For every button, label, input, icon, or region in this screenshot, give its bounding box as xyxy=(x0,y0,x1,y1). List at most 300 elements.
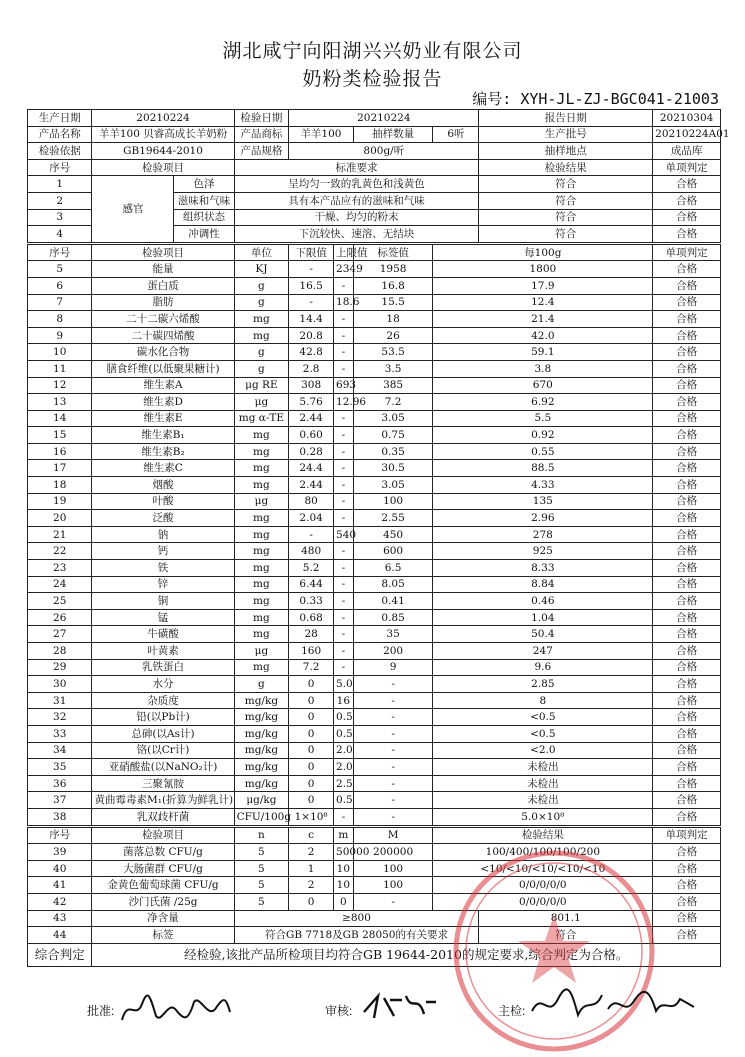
table-cell: 2.44 xyxy=(289,477,334,494)
micro-row xyxy=(28,860,721,877)
table-cell: 59.1 xyxy=(433,344,653,361)
column-header: 序号 xyxy=(28,826,92,844)
nutrient-row xyxy=(28,626,721,643)
table-cell: 合格 xyxy=(653,526,721,543)
table-cell: 二十二碳六烯酸 xyxy=(92,311,234,328)
table-cell: 铜 xyxy=(92,593,234,610)
table-cell: - xyxy=(353,676,433,693)
table-cell: 3.05 xyxy=(353,477,433,494)
table-cell: 28 xyxy=(28,643,92,660)
column-header: m xyxy=(334,826,354,844)
table-cell: 27 xyxy=(28,626,92,643)
table-cell: 0.41 xyxy=(353,593,433,610)
table-cell: - xyxy=(334,808,354,826)
table-cell: 合格 xyxy=(653,460,721,477)
nutrient-row xyxy=(28,709,721,726)
table-cell: 0.5 xyxy=(334,725,354,742)
column-header: c xyxy=(289,826,334,844)
table-cell: 53.5 xyxy=(353,344,433,361)
table-cell: 16.8 xyxy=(353,277,433,294)
table-cell: 下沉较快、速溶、无结块 xyxy=(234,226,479,244)
table-cell: 308 xyxy=(289,377,334,394)
table-cell: 3.5 xyxy=(353,360,433,377)
table-cell: 26 xyxy=(353,327,433,344)
table-cell: 20 xyxy=(28,510,92,527)
nutrient-row xyxy=(28,277,721,294)
info-label: 报告日期 xyxy=(479,110,653,127)
table-cell: 2.44 xyxy=(289,410,334,427)
table-cell: 合格 xyxy=(653,927,721,944)
table-cell: 具有本产品应有的滋味和气味 xyxy=(234,192,479,209)
table-cell: 合格 xyxy=(653,659,721,676)
review-label: 审核: xyxy=(325,1004,353,1018)
table-cell: 600 xyxy=(353,543,433,560)
table-cell: mg xyxy=(234,443,289,460)
table-cell: 17 xyxy=(28,460,92,477)
table-cell: 4 xyxy=(28,226,92,244)
conclusion-text: 经检验,该批产品所检项目均符合GB 19644-2010的规定要求,综合判定为合格。 xyxy=(92,943,721,966)
table-cell: 34 xyxy=(28,742,92,759)
table-cell: CFU/100g xyxy=(234,808,289,826)
table-cell: 18 xyxy=(353,311,433,328)
report-title: 奶粉类检验报告 xyxy=(302,68,443,90)
conclusion-label: 综合判定 xyxy=(28,943,92,966)
table-cell: 合格 xyxy=(653,344,721,361)
table-cell: - xyxy=(334,410,354,427)
table-cell: - xyxy=(334,327,354,344)
table-cell: 标签 xyxy=(92,927,234,944)
table-cell: 2.5 xyxy=(334,775,354,792)
table-cell: 0 xyxy=(289,792,334,809)
table-cell: 11 xyxy=(28,360,92,377)
table-cell: 15 xyxy=(28,427,92,444)
table-cell: 540 xyxy=(334,526,354,543)
table-cell: 12.4 xyxy=(433,294,653,311)
table-cell: 16.5 xyxy=(289,277,334,294)
column-header: 单项判定 xyxy=(653,243,721,261)
info-label: 生产日期 xyxy=(28,110,92,127)
table-cell: 0 xyxy=(289,759,334,776)
table-cell: 钠 xyxy=(92,526,234,543)
table-cell: 杂质度 xyxy=(92,692,234,709)
table-cell: 0.55 xyxy=(433,443,653,460)
table-cell: - xyxy=(353,692,433,709)
table-cell: 42.0 xyxy=(433,327,653,344)
info-value: 20210224 xyxy=(289,110,479,127)
nutrient-row xyxy=(28,311,721,328)
table-cell: 合格 xyxy=(653,759,721,776)
table-cell: 脂肪 xyxy=(92,294,234,311)
info-value: 20210224 xyxy=(92,110,234,127)
table-cell: mg xyxy=(234,576,289,593)
table-cell: 冲调性 xyxy=(174,226,234,244)
table-cell: 385 xyxy=(353,377,433,394)
column-header: 序号 xyxy=(28,243,92,261)
nutrient-row xyxy=(28,394,721,411)
table-cell: 合格 xyxy=(653,560,721,577)
column-header: 检验结果 xyxy=(433,826,653,844)
table-cell: mg xyxy=(234,311,289,328)
table-cell: 二十碳四烯酸 xyxy=(92,327,234,344)
column-header: n xyxy=(234,826,289,844)
table-cell: μg xyxy=(234,394,289,411)
table-cell: - xyxy=(334,643,354,660)
table-cell: 5 xyxy=(234,860,289,877)
column-header: 标准要求 xyxy=(234,159,479,176)
table-cell: 2.0 xyxy=(334,742,354,759)
table-cell: mg/kg xyxy=(234,709,289,726)
table-cell: 44 xyxy=(28,927,92,944)
nutrient-row xyxy=(28,560,721,577)
table-cell: 合格 xyxy=(653,775,721,792)
table-cell: 水分 xyxy=(92,676,234,693)
table-cell: 膳食纤维(以低聚果糖计) xyxy=(92,360,234,377)
column-header: M xyxy=(353,826,433,844)
table-cell: 乳双歧杆菌 xyxy=(92,808,234,826)
table-cell: 18.6 xyxy=(334,294,354,311)
table-cell: mg/kg xyxy=(234,725,289,742)
nutrient-row xyxy=(28,759,721,776)
table-cell: 19 xyxy=(28,493,92,510)
table-cell: 0.92 xyxy=(433,427,653,444)
table-cell: 23 xyxy=(28,560,92,577)
table-cell: 0.28 xyxy=(289,443,334,460)
table-cell: 泛酸 xyxy=(92,510,234,527)
micro-header xyxy=(28,826,721,844)
nutrient-row xyxy=(28,294,721,311)
table-cell: μg xyxy=(234,643,289,660)
nutrient-row xyxy=(28,792,721,809)
table-cell: 14 xyxy=(28,410,92,427)
table-cell: 1958 xyxy=(353,261,433,278)
table-cell: 0.68 xyxy=(289,609,334,626)
table-cell: 22 xyxy=(28,543,92,560)
table-cell: 42.8 xyxy=(289,344,334,361)
table-cell: 合格 xyxy=(653,192,721,209)
nutrient-row xyxy=(28,775,721,792)
table-cell: 5.76 xyxy=(289,394,334,411)
table-cell: 符合 xyxy=(479,176,653,193)
nutrient-row xyxy=(28,344,721,361)
table-cell: μg/kg xyxy=(234,792,289,809)
info-row xyxy=(28,126,721,143)
table-cell: 合格 xyxy=(653,808,721,826)
table-cell: 0.33 xyxy=(289,593,334,610)
table-cell: 未检出 xyxy=(433,759,653,776)
info-label: 产品名称 xyxy=(28,126,92,143)
table-cell: 合格 xyxy=(653,327,721,344)
nutrient-row xyxy=(28,510,721,527)
table-cell: 铁 xyxy=(92,560,234,577)
table-cell: <0.5 xyxy=(433,709,653,726)
table-cell: 26 xyxy=(28,609,92,626)
table-cell: - xyxy=(334,360,354,377)
table-cell: 2 xyxy=(289,877,334,894)
column-header: 检验结果 xyxy=(479,159,653,176)
table-cell: 合格 xyxy=(653,877,721,894)
table-cell: 合格 xyxy=(653,692,721,709)
column-header: 上限值 xyxy=(334,243,354,261)
table-cell: 2 xyxy=(289,844,334,861)
table-cell: - xyxy=(289,261,334,278)
table-cell: - xyxy=(334,311,354,328)
table-cell: 合格 xyxy=(653,643,721,660)
table-cell: 2.85 xyxy=(433,676,653,693)
table-cell: mg α-TE xyxy=(234,410,289,427)
table-cell: 2.55 xyxy=(353,510,433,527)
info-label: 产品商标 xyxy=(234,126,289,143)
table-cell: 干燥、均匀的粉末 xyxy=(234,209,479,226)
table-cell: 88.5 xyxy=(433,460,653,477)
table-cell: 3.05 xyxy=(353,410,433,427)
table-cell: 菌落总数 CFU/g xyxy=(92,844,234,861)
table-cell: 35 xyxy=(353,626,433,643)
table-cell: 5.2 xyxy=(289,560,334,577)
table-cell: 30 xyxy=(28,676,92,693)
table-cell: 135 xyxy=(433,493,653,510)
table-cell: g xyxy=(234,277,289,294)
table-cell: - xyxy=(334,576,354,593)
table-cell: 合格 xyxy=(653,477,721,494)
info-value: 羊羊100 贝睿高成长羊奶粉 xyxy=(92,126,234,143)
info-value: 20210224A01 xyxy=(653,126,721,143)
table-cell: mg xyxy=(234,593,289,610)
table-cell: mg xyxy=(234,659,289,676)
table-cell: - xyxy=(353,725,433,742)
table-cell: 合格 xyxy=(653,493,721,510)
table-cell: 能量 xyxy=(92,261,234,278)
table-cell: 5.0 xyxy=(334,676,354,693)
table-cell: - xyxy=(334,659,354,676)
table-cell: 33 xyxy=(28,725,92,742)
nutrient-row xyxy=(28,742,721,759)
table-cell: 合格 xyxy=(653,626,721,643)
table-cell: g xyxy=(234,676,289,693)
table-cell: 呈均匀一致的乳黄色和浅黄色 xyxy=(234,176,479,193)
table-cell: mg xyxy=(234,609,289,626)
table-cell: 合格 xyxy=(653,311,721,328)
table-cell: 6.44 xyxy=(289,576,334,593)
column-header: 下限值 xyxy=(289,243,334,261)
table-cell: 18 xyxy=(28,477,92,494)
table-cell: 28 xyxy=(289,626,334,643)
info-label: 检验依据 xyxy=(28,143,92,160)
conclusion-row xyxy=(28,943,721,966)
micro-row xyxy=(28,877,721,894)
net-row xyxy=(28,910,721,927)
table-cell: 1800 xyxy=(433,261,653,278)
nutrient-row xyxy=(28,725,721,742)
table-cell: mg xyxy=(234,477,289,494)
table-cell: 三聚氰胺 xyxy=(92,775,234,792)
table-cell: 4.33 xyxy=(433,477,653,494)
table-cell: 100 xyxy=(353,493,433,510)
table-cell: 0.5 xyxy=(334,709,354,726)
nutrient-row xyxy=(28,643,721,660)
table-cell: 0 xyxy=(289,676,334,693)
table-cell: 7.2 xyxy=(353,394,433,411)
table-cell: 合格 xyxy=(653,394,721,411)
table-cell: 锰 xyxy=(92,609,234,626)
table-cell: 合格 xyxy=(653,277,721,294)
table-cell: 未检出 xyxy=(433,775,653,792)
info-label: 生产批号 xyxy=(479,126,653,143)
column-header: 检验项目 xyxy=(92,159,234,176)
table-cell: 8.33 xyxy=(433,560,653,577)
table-cell: - xyxy=(334,344,354,361)
table-cell: 铬(以Cr计) xyxy=(92,742,234,759)
table-cell: 5 xyxy=(234,877,289,894)
nutrient-header xyxy=(28,243,721,261)
table-cell: 钙 xyxy=(92,543,234,560)
review-signature xyxy=(360,988,440,1024)
info-value: 羊羊100 xyxy=(289,126,353,143)
table-cell: 合格 xyxy=(653,609,721,626)
table-cell: 50.4 xyxy=(433,626,653,643)
table-cell: 6.92 xyxy=(433,394,653,411)
table-cell: 8 xyxy=(433,692,653,709)
table-cell: mg/kg xyxy=(234,775,289,792)
table-cell: 43 xyxy=(28,910,92,927)
table-cell: 21 xyxy=(28,526,92,543)
micro-row xyxy=(28,844,721,861)
table-cell: 200000 xyxy=(353,844,433,861)
table-cell: 符合 xyxy=(479,209,653,226)
tester-signature xyxy=(528,985,698,1025)
table-cell: 2.04 xyxy=(289,510,334,527)
table-cell: 6.5 xyxy=(353,560,433,577)
table-cell: 1 xyxy=(289,860,334,877)
info-value: 20210304 xyxy=(653,110,721,127)
table-cell: 符合 xyxy=(479,192,653,209)
table-cell: 12 xyxy=(28,377,92,394)
column-header: 检验项目 xyxy=(92,826,234,844)
table-cell: mg xyxy=(234,560,289,577)
table-cell: 组织状态 xyxy=(174,209,234,226)
nutrient-row xyxy=(28,427,721,444)
table-cell: 30.5 xyxy=(353,460,433,477)
table-cell: 亚硝酸盐(以NaNO₂计) xyxy=(92,759,234,776)
report-table xyxy=(27,109,730,967)
nutrient-row xyxy=(28,493,721,510)
table-cell: 合格 xyxy=(653,742,721,759)
table-cell: mg/kg xyxy=(234,692,289,709)
table-cell: 合格 xyxy=(653,427,721,444)
nutrient-row xyxy=(28,360,721,377)
table-cell: 合格 xyxy=(653,226,721,244)
nutrient-row xyxy=(28,377,721,394)
table-cell: 维生素C xyxy=(92,460,234,477)
table-cell: 1 xyxy=(28,176,92,193)
nutrient-row xyxy=(28,676,721,693)
table-cell: mg xyxy=(234,543,289,560)
table-cell: - xyxy=(353,792,433,809)
table-cell: 5.0×10⁸ xyxy=(433,808,653,826)
table-cell: 8.05 xyxy=(353,576,433,593)
column-header: 序号 xyxy=(28,159,92,176)
table-cell: 合格 xyxy=(653,792,721,809)
table-cell: 21.4 xyxy=(433,311,653,328)
table-cell: 2349 xyxy=(334,261,354,278)
table-cell: μg xyxy=(234,493,289,510)
table-cell: 0 xyxy=(289,709,334,726)
info-label: 产品规格 xyxy=(234,143,289,160)
table-cell: 2 xyxy=(28,192,92,209)
table-cell: 符合 xyxy=(479,226,653,244)
table-cell: - xyxy=(334,510,354,527)
table-cell: 9 xyxy=(28,327,92,344)
table-cell: 合格 xyxy=(653,676,721,693)
table-cell: 合格 xyxy=(653,910,721,927)
table-cell: 合格 xyxy=(653,377,721,394)
nutrient-row xyxy=(28,659,721,676)
table-cell: 6 xyxy=(28,277,92,294)
column-header: 单位 xyxy=(234,243,289,261)
table-cell: 0 xyxy=(289,692,334,709)
table-cell: 10 xyxy=(334,877,354,894)
table-cell: 100 xyxy=(353,877,433,894)
report-serial: 编号: XYH-JL-ZJ-BGC041-21003 xyxy=(472,90,719,108)
table-cell: 合格 xyxy=(653,543,721,560)
table-cell: 31 xyxy=(28,692,92,709)
info-value: GB19644-2010 xyxy=(92,143,234,160)
table-cell: 14.4 xyxy=(289,311,334,328)
table-cell: mg xyxy=(234,510,289,527)
table-cell: 碳水化合物 xyxy=(92,344,234,361)
table-cell: 5 xyxy=(28,261,92,278)
table-cell: 9 xyxy=(353,659,433,676)
table-cell: 3.8 xyxy=(433,360,653,377)
table-cell: 合格 xyxy=(653,576,721,593)
table-cell: 80 xyxy=(289,493,334,510)
table-cell: 32 xyxy=(28,709,92,726)
table-cell: KJ xyxy=(234,261,289,278)
table-cell: 合格 xyxy=(653,261,721,278)
nutrient-row xyxy=(28,576,721,593)
table-cell: - xyxy=(334,460,354,477)
table-cell: 合格 xyxy=(653,294,721,311)
table-cell: 38 xyxy=(28,808,92,826)
nutrient-row xyxy=(28,477,721,494)
table-cell: 2.8 xyxy=(289,360,334,377)
table-cell: mg xyxy=(234,460,289,477)
table-cell: 2.96 xyxy=(433,510,653,527)
table-cell: g xyxy=(234,344,289,361)
table-cell: 3 xyxy=(28,209,92,226)
info-label: 抽样数量 xyxy=(353,126,433,143)
info-row xyxy=(28,143,721,160)
table-cell: - xyxy=(334,593,354,610)
nutrient-row xyxy=(28,443,721,460)
label-row xyxy=(28,927,721,944)
nutrient-row xyxy=(28,692,721,709)
table-cell: 大肠菌群 CFU/g xyxy=(92,860,234,877)
table-cell: 5 xyxy=(234,893,289,910)
table-cell: - xyxy=(334,609,354,626)
table-cell: 叶酸 xyxy=(92,493,234,510)
table-cell: 合格 xyxy=(653,593,721,610)
column-header: 每100g xyxy=(433,243,653,261)
table-cell: 39 xyxy=(28,844,92,861)
table-cell: 200 xyxy=(353,643,433,660)
info-label: 检验日期 xyxy=(234,110,289,127)
info-label: 抽样地点 xyxy=(479,143,653,160)
table-cell: 合格 xyxy=(653,510,721,527)
table-cell: 合格 xyxy=(653,860,721,877)
table-cell: mg xyxy=(234,327,289,344)
table-cell: mg xyxy=(234,526,289,543)
table-cell: 100/400/100/100/200 xyxy=(433,844,653,861)
